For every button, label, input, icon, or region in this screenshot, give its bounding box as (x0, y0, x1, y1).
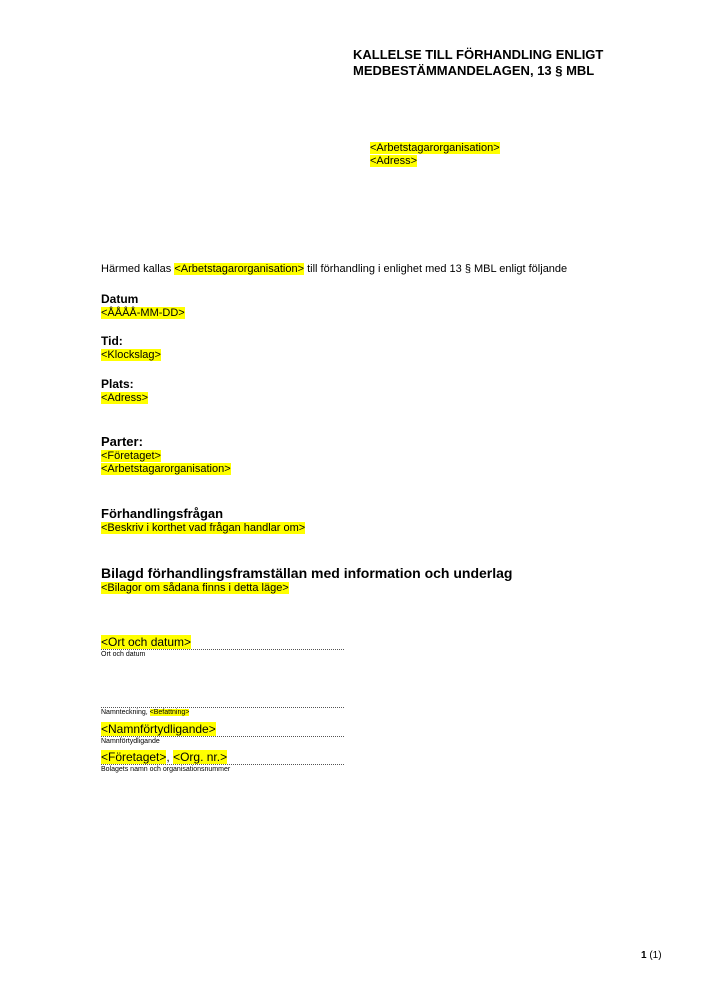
page-total: (1) (646, 950, 662, 961)
signature-company (101, 750, 344, 774)
plats-value: <Adress> (101, 392, 149, 404)
recipient-block (370, 142, 500, 168)
tid-label: Tid: (101, 334, 123, 348)
company-caption: Bolagets namn och organisationsnummer (101, 766, 231, 773)
signature-sign (101, 695, 344, 717)
parter-section (101, 434, 231, 476)
signature-line (101, 695, 344, 708)
parter-label: Parter: (101, 434, 143, 449)
parter-org: <Arbetstagarorganisation> (101, 463, 231, 475)
fraga-section (101, 506, 305, 535)
bilagor-section (101, 565, 512, 595)
recipient-org: <Arbetstagarorganisation> (370, 142, 500, 154)
name-value: <Namnförtydligande> (101, 722, 216, 736)
fraga-value: <Beskriv i korthet vad frågan handlar om> (101, 522, 306, 534)
title-line-2: MEDBESTÄMMANDELAGEN, 13 § MBL (353, 63, 595, 78)
signature-place-date (101, 635, 344, 659)
intro-org: <Arbetstagarorganisation> (174, 263, 305, 275)
datum-label: Datum (101, 292, 139, 306)
tid-value: <Klockslag> (101, 349, 161, 361)
page-current: 1 (641, 950, 647, 961)
fraga-label: Förhandlingsfrågan (101, 506, 224, 521)
plats-label: Plats: (101, 377, 134, 391)
signature-title: <Befattning> (149, 709, 190, 716)
datum-value: <ÅÅÅÅ-MM-DD> (101, 307, 185, 319)
name-caption: Namnförtydligande (101, 738, 160, 745)
tid-section (101, 334, 161, 362)
recipient-address: <Adress> (370, 155, 418, 167)
company-value: <Företaget> (101, 750, 167, 764)
signature-caption-row (101, 708, 344, 717)
datum-section (101, 292, 185, 320)
parter-company: <Företaget> (101, 450, 161, 462)
intro-text-after: till förhandling i enlighet med 13 § MBL enligt följande (304, 263, 568, 275)
bilagor-label: Bilagd förhandlingsframställan med information och underlag (101, 565, 513, 581)
document-title (353, 47, 673, 79)
signature-name (101, 722, 344, 746)
orgnr-value: <Org. nr.> (173, 750, 228, 764)
signature-caption: Namnteckning, (101, 709, 150, 716)
intro-text-before: Härmed kallas (101, 263, 175, 275)
page-number (641, 950, 662, 962)
company-separator: , (166, 750, 174, 764)
place-date-caption: Ort och datum (101, 651, 146, 658)
intro-paragraph (101, 263, 567, 276)
bilagor-value: <Bilagor om sådana finns i detta läge> (101, 582, 289, 594)
place-date-value: <Ort och datum> (101, 635, 192, 649)
plats-section (101, 377, 148, 405)
title-line-1: KALLELSE TILL FÖRHANDLING ENLIGT (353, 47, 604, 62)
